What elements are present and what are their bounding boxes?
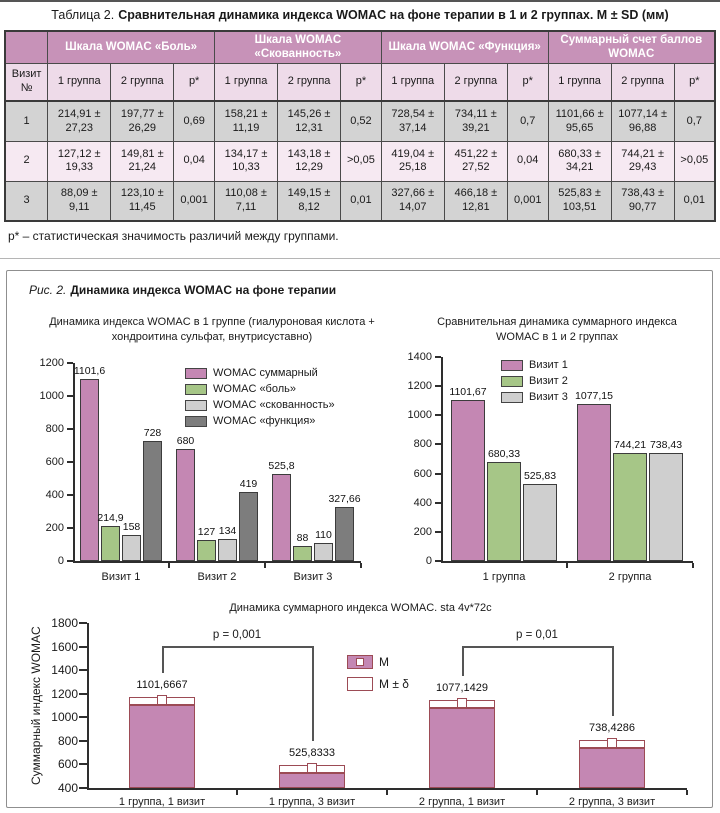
legend-label: М ± δ: [379, 677, 409, 691]
table-row-visit-2: [5, 141, 715, 181]
bar-series-3-cat-3: [314, 543, 333, 561]
chart-summary-dynamics: [15, 611, 707, 807]
bar-value-label: 1101,67: [449, 386, 487, 399]
y-axis-line: [441, 357, 443, 563]
x-category-label: 1 группа: [482, 571, 526, 583]
y-tick-label: 0: [425, 555, 432, 567]
legend-swatch: [501, 360, 523, 371]
bar-value-label: 728: [143, 426, 162, 439]
y-tick-label: 600: [45, 456, 64, 468]
legend-item: [185, 415, 335, 427]
y-tick-mark: [79, 622, 87, 624]
bar-value-label: 327,66: [328, 492, 361, 505]
bar-series-1-cat-2: [577, 404, 611, 561]
bar-value-label: 525,8333: [289, 747, 335, 760]
sub-header-g3-2: 2 группа: [444, 63, 507, 101]
legend-item: [501, 391, 568, 403]
bracket-vline-left: [462, 646, 464, 676]
y-axis-line: [73, 363, 75, 563]
separator-rule: [0, 258, 720, 259]
x-category-label: 2 группа: [608, 571, 652, 583]
sub-header-g2-3: р*: [341, 63, 382, 101]
table-cell: 0,52: [341, 101, 382, 141]
x-tick-mark: [264, 563, 266, 568]
x-axis-line: [73, 561, 361, 563]
y-tick-label: 800: [413, 438, 432, 451]
x-category-label: 1 группа, 3 визит: [268, 796, 356, 808]
p-value-label: p = 0,001: [212, 629, 262, 641]
x-tick-mark: [566, 563, 568, 568]
bar-series-2-cat-2: [197, 540, 216, 561]
bar-series-2-cat-3: [293, 546, 312, 561]
table-title-text: Сравнительная динамика индекса WOMAC на фоне терапии в 1 и 2 группах. М ± SD (мм): [118, 8, 669, 22]
mean-marker: [607, 738, 617, 748]
bracket-vline-right: [312, 646, 314, 741]
y-tick-label: 1000: [407, 409, 432, 422]
y-tick-label: 1600: [51, 639, 78, 654]
bar-value-label: 680,33: [487, 447, 521, 460]
sub-header-g4-1: 1 группа: [548, 63, 611, 101]
sub-header-g4-2: 2 группа: [611, 63, 674, 101]
y-tick-label: 600: [57, 757, 78, 772]
legend-swatch: [185, 416, 207, 427]
bar-value-label: 110: [315, 528, 332, 541]
legend-swatch-mean-marker: [347, 655, 373, 669]
legend-item: [501, 359, 568, 371]
y-tick-label: 1200: [407, 380, 432, 393]
bar-value-label: 214,9: [97, 511, 124, 524]
y-tick-mark: [79, 787, 87, 789]
mean-marker-square: [356, 658, 364, 666]
sub-header-g2-2: 2 группа: [278, 63, 341, 101]
bar-value-label: 744,21: [613, 438, 647, 451]
legend-item: [501, 375, 568, 387]
bar-series-1-cat-1: [451, 400, 485, 561]
table-cell: 88,09 ± 9,11: [48, 181, 111, 221]
y-tick-label: 0: [57, 555, 64, 567]
y-tick-label: 200: [45, 522, 64, 534]
legend-label: Визит 3: [529, 391, 568, 403]
y-tick-mark: [79, 763, 87, 765]
table-cell: 734,11 ± 39,21: [444, 101, 507, 141]
y-tick-label: 1400: [407, 351, 432, 363]
bar-2: [279, 773, 345, 788]
p-value-label: p = 0,01: [516, 629, 558, 641]
table-cell: 525,83 ± 103,51: [548, 181, 611, 221]
x-tick-mark: [236, 790, 238, 795]
table-cell: 0,69: [174, 101, 215, 141]
legend-item: [185, 399, 335, 411]
bar-series-4-cat-3: [335, 507, 354, 561]
legend-item-mean-marker: [347, 655, 409, 669]
visit-number-header: Визит №: [5, 63, 48, 101]
y-tick-label: 1000: [39, 390, 64, 402]
figure-title-text: Динамика индекса WOMAC на фоне терапии: [70, 283, 337, 297]
figure-caption: [29, 283, 336, 297]
mean-marker: [457, 698, 467, 708]
y-tick-label: 400: [45, 489, 64, 501]
x-tick-mark: [536, 790, 538, 795]
bar-series-4-cat-1: [143, 441, 162, 561]
legend-label: WOMAC «скованность»: [213, 399, 335, 411]
table-cell: 0,001: [507, 181, 548, 221]
womac-comparison-table: [4, 30, 716, 222]
bar-4: [579, 748, 645, 788]
y-tick-label: 1800: [51, 616, 78, 630]
legend-swatch: [501, 392, 523, 403]
legend-label: Визит 2: [529, 375, 568, 387]
y-tick-mark: [79, 693, 87, 695]
chart-summary-by-group: [389, 347, 704, 583]
legend-swatch-range-box: [347, 677, 373, 691]
table-cell: 451,22 ± 27,52: [444, 141, 507, 181]
table-cell: 110,08 ± 7,11: [214, 181, 277, 221]
legend-swatch: [185, 400, 207, 411]
legend-label: М: [379, 655, 389, 669]
chart2-title: Сравнительная динамика суммарного индекса WOMAC в 1 и 2 группах: [437, 316, 677, 343]
table-cell: 0,04: [174, 141, 215, 181]
table-cell: 0,7: [674, 101, 715, 141]
bar-value-label: 1077,1429: [436, 682, 488, 695]
table-cell: 197,77 ± 26,29: [111, 101, 174, 141]
table-cell: 0,001: [174, 181, 215, 221]
bar-value-label: 738,43: [649, 439, 683, 452]
table-cell: 149,81 ± 21,24: [111, 141, 174, 181]
table-row-visit-3: [5, 181, 715, 221]
bar-series-3-cat-2: [218, 539, 237, 561]
table-cell: 0,7: [507, 101, 548, 141]
legend-item: [185, 367, 335, 379]
x-category-label: 2 группа, 1 визит: [418, 796, 506, 808]
table-cell: >0,05: [341, 141, 382, 181]
table-cell: 327,66 ± 14,07: [381, 181, 444, 221]
mean-marker: [307, 763, 317, 773]
table-cell: 1077,14 ± 96,88: [611, 101, 674, 141]
bar-series-3-cat-1: [523, 484, 557, 561]
x-tick-mark: [386, 790, 388, 795]
table-cell: 149,15 ± 8,12: [278, 181, 341, 221]
x-category-label: 1 группа, 1 визит: [118, 796, 206, 808]
figure-label: Рис. 2.: [29, 283, 67, 297]
table-cell: >0,05: [674, 141, 715, 181]
bar-1: [129, 705, 195, 788]
legend-label: Визит 1: [529, 359, 568, 371]
chart1-title: Динамика индекса WOMAC в 1 группе (гиалуроновая кислота + хондроитина сульфат, внутрисуставно): [49, 316, 375, 343]
y-tick-label: 800: [57, 733, 78, 748]
bar-series-2-cat-1: [101, 526, 120, 561]
group-header-3: Шкала WOMAC «Функция»: [381, 31, 548, 63]
bar-3: [429, 708, 495, 788]
bracket-vline-left: [162, 646, 164, 673]
group-header-2: Шкала WOMAC «Скованность»: [214, 31, 381, 63]
sub-header-g1-1: 1 группа: [48, 63, 111, 101]
x-category-label: Визит 2: [197, 571, 237, 583]
table-label: Таблица 2.: [51, 8, 115, 22]
visit-cell: 2: [5, 141, 48, 181]
bracket-hline: [162, 646, 312, 648]
legend-item: [185, 383, 335, 395]
bar-series-1-cat-2: [176, 449, 195, 561]
table-cell: 214,91 ± 27,23: [48, 101, 111, 141]
legend-swatch: [185, 384, 207, 395]
bar-value-label: 1101,6667: [136, 679, 188, 692]
bar-value-label: 525,8: [268, 460, 295, 473]
table-cell: 0,04: [507, 141, 548, 181]
visit-cell: 1: [5, 101, 48, 141]
chart3-legend: [347, 655, 409, 691]
table-title: [0, 8, 720, 22]
bar-value-label: 1101,6: [73, 365, 106, 378]
y-tick-label: 1400: [51, 663, 78, 678]
table-cell: 466,18 ± 12,81: [444, 181, 507, 221]
table-cell: 680,33 ± 34,21: [548, 141, 611, 181]
table-cell: 419,04 ± 25,18: [381, 141, 444, 181]
chart3-title: Динамика суммарного индекса WOMAC. sta 4v*72c: [229, 602, 492, 614]
chart-womac-group1: [25, 347, 385, 583]
bar-value-label: 525,83: [523, 470, 557, 483]
x-category-label: Визит 3: [293, 571, 333, 583]
y-tick-label: 200: [413, 525, 432, 538]
group-header-1: Шкала WOMAC «Боль»: [48, 31, 215, 63]
x-category-label: 2 группа, 3 визит: [568, 796, 656, 808]
y-tick-label: 800: [45, 423, 64, 435]
table-cell: 158,21 ± 11,19: [214, 101, 277, 141]
x-tick-mark: [168, 563, 170, 568]
sub-header-g1-3: р*: [174, 63, 215, 101]
sub-header-g3-3: р*: [507, 63, 548, 101]
table-cell: 728,54 ± 37,14: [381, 101, 444, 141]
x-category-label: Визит 1: [101, 571, 141, 583]
bracket-vline-right: [612, 646, 614, 716]
bar-series-2-cat-2: [613, 453, 647, 561]
y-tick-mark: [79, 740, 87, 742]
x-tick-mark: [360, 563, 362, 568]
bracket-hline: [462, 646, 612, 648]
chart-legend: [501, 359, 568, 403]
x-tick-mark: [686, 790, 688, 795]
group-header-4: Суммарный счет баллов WOMAC: [548, 31, 715, 63]
bar-series-1-cat-3: [272, 474, 291, 561]
y-tick-mark: [79, 669, 87, 671]
table-cell: 0,01: [674, 181, 715, 221]
mean-marker: [157, 695, 167, 705]
y-axis-title: Суммарный индекс WOMAC: [29, 626, 43, 785]
y-tick-label: 600: [413, 467, 432, 480]
visit-cell: 3: [5, 181, 48, 221]
table-cell: 744,21 ± 29,43: [611, 141, 674, 181]
table-cell: 143,18 ± 12,29: [278, 141, 341, 181]
bar-value-label: 1077,15: [575, 390, 613, 403]
legend-label: WOMAC «функция»: [213, 415, 316, 427]
y-tick-label: 1200: [39, 357, 64, 369]
y-tick-label: 1200: [51, 686, 78, 701]
table-footnote: р* – статистическая значимость различий между группами.: [8, 229, 339, 243]
bar-value-label: 680: [176, 434, 195, 447]
legend-item-range-box: [347, 677, 409, 691]
y-axis-line: [87, 623, 89, 790]
x-tick-mark: [692, 563, 694, 568]
sub-header-g3-1: 1 группа: [381, 63, 444, 101]
bar-series-3-cat-2: [649, 453, 683, 561]
y-tick-mark: [79, 646, 87, 648]
y-tick-mark: [79, 716, 87, 718]
y-tick-label: 1000: [51, 710, 78, 725]
bar-series-2-cat-1: [487, 462, 521, 561]
sub-header-g2-1: 1 группа: [214, 63, 277, 101]
figure-box: [6, 270, 713, 808]
bar-series-1-cat-1: [80, 379, 99, 561]
bar-value-label: 158: [122, 520, 141, 533]
table-cell: 127,12 ± 19,33: [48, 141, 111, 181]
table-cell: 0,01: [341, 181, 382, 221]
bar-value-label: 134: [218, 524, 237, 537]
legend-swatch: [185, 368, 207, 379]
chart-legend: [185, 367, 335, 427]
table-cell: 1101,66 ± 95,65: [548, 101, 611, 141]
top-rule: [0, 0, 720, 2]
y-tick-label: 400: [413, 496, 432, 509]
table-cell: 738,43 ± 90,77: [611, 181, 674, 221]
legend-swatch: [501, 376, 523, 387]
legend-label: WOMAC «боль»: [213, 383, 296, 395]
table-cell: 134,17 ± 10,33: [214, 141, 277, 181]
legend-label: WOMAC суммарный: [213, 367, 318, 379]
table-cell: 123,10 ± 11,45: [111, 181, 174, 221]
sub-header-g1-2: 2 группа: [111, 63, 174, 101]
table-row-visit-1: [5, 101, 715, 141]
bar-value-label: 88: [296, 532, 309, 545]
table-cell: 145,26 ± 12,31: [278, 101, 341, 141]
bar-value-label: 419: [239, 477, 258, 490]
sub-header-g4-3: р*: [674, 63, 715, 101]
bar-value-label: 127: [197, 526, 216, 539]
bar-value-label: 738,4286: [589, 722, 635, 735]
y-tick-label: 400: [57, 781, 78, 795]
bar-series-4-cat-2: [239, 492, 258, 561]
bar-series-3-cat-1: [122, 535, 141, 561]
table-corner-cell: [5, 31, 48, 63]
